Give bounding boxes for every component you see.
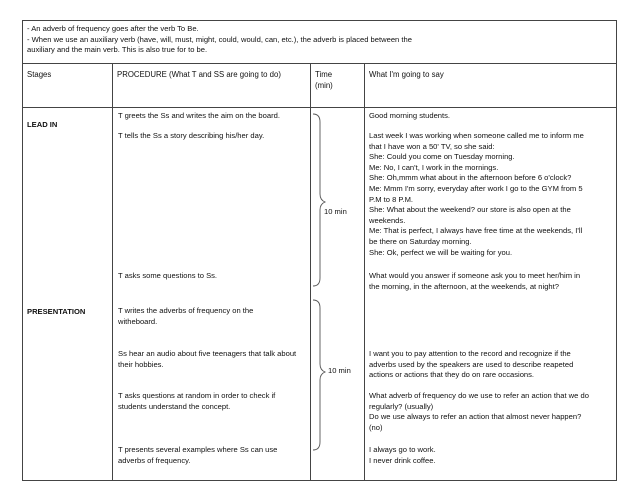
- say-cell: [365, 108, 617, 481]
- say-adverb-question: What adverb of frequency do we use to refer an action that we do regularly? (usually) Do we use always to refer an action that almost never happen? (no): [369, 391, 589, 432]
- header-stages: Stages: [23, 64, 113, 108]
- procedure-step: T greets the Ss and writes the aim on the board.: [118, 111, 280, 120]
- procedure-step: T tells the Ss a story describing his/her day.: [118, 131, 265, 140]
- header-time: Time (min): [311, 64, 365, 108]
- note-line: auxiliary and the main verb. This is also true for to be.: [27, 45, 208, 55]
- time-value: 10 min: [324, 207, 347, 216]
- say-story: Last week I was working when someone called me to inform me that I have won a 50' TV, so she said: She: Could you come on Tuesday morning. Me: No, I can't, I work in the mornings. She: Oh,mmm what about in the afternoon before 6 o'clock? Me: Mmm I'm sorry, everyday after work I go to the GYM from 5 P.M to 8 P.M. She: What about the weekend? our store is also open at the weekends. Me: That is perfect, I always have free time at the weekends, I'll be there on Saturday morning. She: Ok, perfect we will be waiting for you.: [369, 131, 584, 257]
- time-cell: [311, 108, 365, 481]
- stage-lead-in: LEAD IN: [27, 120, 58, 129]
- procedure-step: T presents several examples where Ss can use adverbs of frequency.: [118, 445, 278, 465]
- procedure-step: T asks some questions to Ss.: [118, 271, 218, 280]
- lesson-plan: [22, 20, 616, 481]
- stage-presentation: PRESENTATION: [27, 307, 86, 316]
- procedure-cell: [113, 108, 311, 481]
- header-procedure: PROCEDURE (What T and SS are going to do): [113, 64, 311, 108]
- say-record: I want you to pay attention to the record and recognize if the adverbs used by the speakers are used to describe reapeted actions or actions that they do on rare occasions.: [369, 349, 574, 380]
- procedure-step: T writes the adverbs of frequency on the witheboard.: [118, 306, 254, 326]
- lesson-plan-table: [22, 20, 617, 481]
- note-line: - An adverb of frequency goes after the verb To Be.: [27, 24, 199, 33]
- stages-cell: [23, 108, 113, 481]
- header-say: What I'm going to say: [365, 64, 617, 108]
- say-question: What would you answer if someone ask you to meet her/him in the morning, in the afternoon, at the weekends, at night?: [369, 271, 581, 291]
- note-line: - When we use an auxiliary verb (have, will, must, might, could, would, can, etc.), the adverb is placed between the: [27, 34, 412, 44]
- grammar-notes: [23, 21, 617, 64]
- brace-icon: [311, 108, 365, 480]
- procedure-step: Ss hear an audio about five teenagers that talk about their hobbies.: [118, 349, 297, 369]
- time-value: 10 min: [328, 366, 351, 375]
- procedure-step: T asks questions at random in order to check if students understand the concept.: [118, 391, 276, 411]
- say-examples: I always go to work. I never drink coffee.: [369, 445, 436, 465]
- say-greeting: Good morning students.: [369, 111, 451, 120]
